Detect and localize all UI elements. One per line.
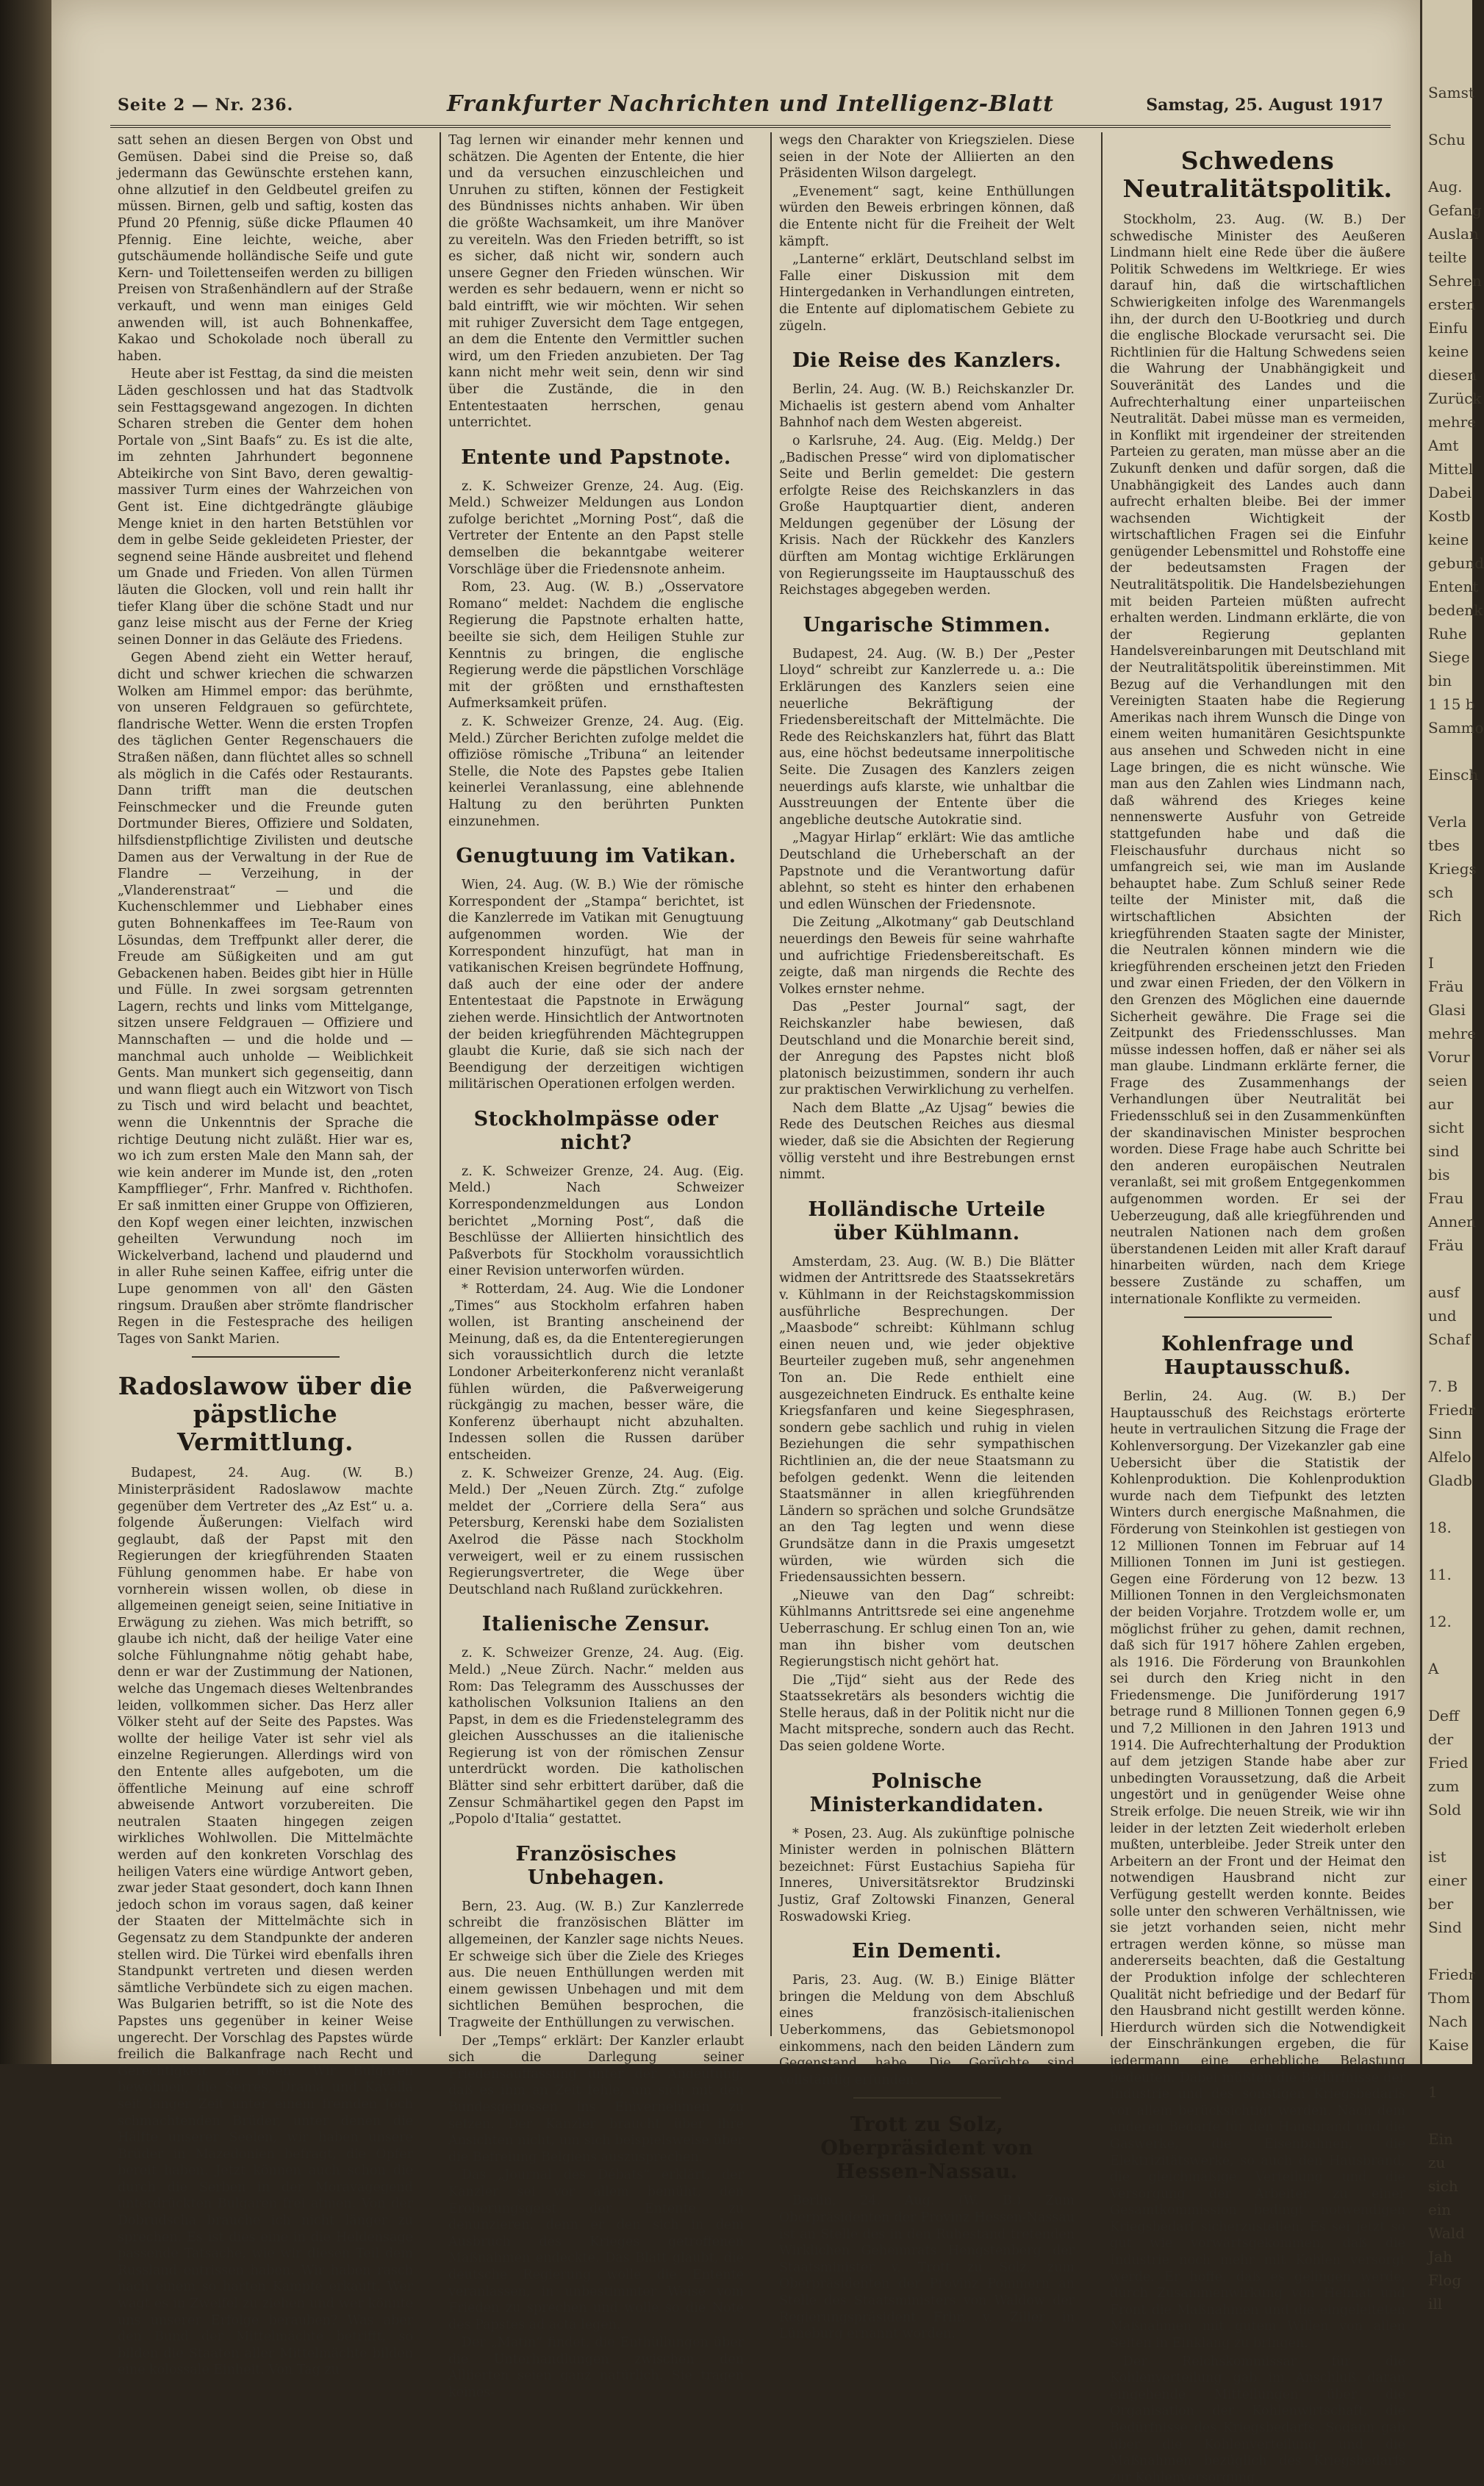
article-paragraph: z. K. Schweizer Grenze, 24. Aug. (Eig. Meld.) Zürcher Berichten zufolge meldet die offiziöse römische „Tribuna“ an leitender Stelle, die Note des Papstes gebe Italien keinerlei Veranlassung, eine ablehnende Haltung zu den berührten Punkten einzunehmen. <box>448 714 744 829</box>
adjacent-page-line: zu <box>1428 2154 1446 2171</box>
article-paragraph: Nach dem Blatte „Az Ujsag“ bewies die Rede des Deutschen Reiches aus diesmal wieder, daß sie die Absichten der Regierung völlig versteht und ihre Bestrebungen ernst nimmt. <box>779 1100 1075 1183</box>
newspaper-page <box>51 0 1420 2485</box>
adjacent-page-line: Annen <box>1428 1213 1476 1231</box>
article-paragraph: * Posen, 23. Aug. Als zukünftige polnische Minister werden in polnischen Blättern bezeichnet: Fürst Eustachius Sapieha für Inneres, Universitätsrektor Brudzinski Justiz, Graf Zoltowski Finanzen, General Roswadowski Krieg. <box>779 1826 1075 1924</box>
adjacent-page-line: Fräu <box>1428 1236 1464 1254</box>
adjacent-page-line: ausf <box>1428 1283 1460 1301</box>
adjacent-page-line: Rich <box>1428 907 1462 925</box>
article-paragraph: z. K. Schweizer Grenze, 24. Aug. (Eig. Meld.) Schweizer Meldungen aus London zufolge berichtet „Morning Post“, daß die Vertreter der Entente an den Papst stelle demselben die bekanntgabe weiterer Vorschläge über die Friedensnote anheim. <box>448 479 744 577</box>
adjacent-page-line <box>1428 1257 1469 1280</box>
adjacent-page-line <box>1428 1939 1469 1963</box>
article-paragraph: Wien, 24. Aug. (W. B.) Wie der römische Korrespondent der „Stampa“ berichtet, ist die Kanzlerrede im Vatikan mit Genugtuung aufgenommen worden. Wie der Korrespondent hinzufügt, hat man in vatikanischen Kreisen begründete Hoffnung, daß auch der eine oder der andere Ententestaat die Papstnote in Erwägung ziehen werde. Hinsichtlich der Antwortnoten der beiden kriegführenden Mächtegruppen glaubt die Kurie, daß sie sich nach der Beendigung der derzeitigen wichtigen militärischen Operationen erfolgen werden. <box>448 878 744 1092</box>
adjacent-page-line: einer <box>1428 1871 1467 1889</box>
article-headline: Polnische Ministerkandidaten. <box>809 1769 1044 1816</box>
article-paragraph: Das „Pester Journal“ sagt, der Reichskanzler habe bewiesen, daß Deutschland und die Monarchie bereit sind, der Anregung des Papstes nicht bloß platonisch beizustimmen, sondern ihr auch zur praktischen Verwirklichung zu verhelfen. <box>779 1000 1075 1098</box>
article-headline: Italienische Zensur. <box>481 1613 711 1636</box>
article-headline: Ein Dementi. <box>852 1940 1002 1963</box>
adjacent-page-line: Sind <box>1428 1919 1462 1936</box>
adjacent-page-line <box>1428 1586 1469 1610</box>
article-headline: Die Reise des Kanzlers. <box>792 349 1062 373</box>
adjacent-page-line: mehre <box>1428 413 1477 431</box>
issue-date: Samstag, 25. August 1917 <box>1146 96 1383 115</box>
article-paragraph: Der Reichskommissar für die Kohlenverteilung gab im Anschluß daran eingehende Mitteilungen über die Organisation der Kohlenwirtschaft, die Bedürfnisse des Kriegsbedarfs. Sodann gab über die Kohlenverteilung und die Maßnahmen bezüglich des Kriegsbedarfs zur Kohlenversorgung. <box>1110 2354 1405 2485</box>
adjacent-page-line: bin <box>1428 672 1452 689</box>
adjacent-page-edge <box>1420 0 1484 2313</box>
adjacent-page-line: ber <box>1428 1895 1454 1913</box>
column-rule <box>770 132 772 2036</box>
adjacent-page-line <box>1428 1821 1469 1845</box>
adjacent-page-line <box>1428 1492 1469 1516</box>
adjacent-page-line: Dabei <box>1428 484 1472 501</box>
article-paragraph: Der „Temps“ erklärt: Der Kanzler erlaubt sich die Darlegung seiner Friedensauffassung unter der Andeutung, daß es ihm an Zeit fehle, um sich mit den Bundesgenossen ins Einvernehmen zu setzen. Der Kanzler braucht über ihre Ansichten nicht, um sich beispielsweise über die Befreiung Belgiens auszusprechen. <box>448 2033 744 2165</box>
adjacent-page-line: der <box>1428 1730 1454 1748</box>
adjacent-page-line: Schu <box>1428 131 1466 148</box>
adjacent-page-line: Kriegs <box>1428 860 1477 878</box>
article-headline: Entente und Papstnote. <box>461 445 731 469</box>
adjacent-page-line <box>1428 787 1469 810</box>
adjacent-page-line: 18. <box>1428 1519 1452 1536</box>
column-2 <box>448 132 744 2401</box>
adjacent-page-line: Sinn <box>1428 1425 1462 1442</box>
adjacent-page-line: Zurück <box>1428 390 1482 407</box>
adjacent-page-line: Schaf <box>1428 1330 1471 1348</box>
adjacent-page-line: und <box>1428 1307 1457 1325</box>
adjacent-page-line: A <box>1428 1660 1439 1677</box>
article-paragraph: z. K. Schweizer Grenze, 24. Aug. (Eig. Meld.) Der „Neuen Zürch. Ztg.“ zufolge meldet der „Corriere della Sera“ aus Petersburg, Kerenski habe dem Sozialisten Axelrod die Pässe nach Stockholm verweigert, weil er zu einem russischen Regierungsvertreter, die Wege über Deutschland nach Rußland zurückkehren. <box>448 1466 744 1597</box>
adjacent-page-line: Samst <box>1428 84 1474 101</box>
adjacent-page-line: Ein <box>1428 2130 1453 2148</box>
article-paragraph: Paris, 23. Aug. (W. B.) Einige Blätter bringen die Meldung von dem Abschluß eines französisch-italienischen Ueberkommens, das Gebietsmonopol einkommens, nach den beiden Ländern zum Gegenstand habe. Die Gerüchte sind vollständig erfunden. <box>779 1973 1075 2088</box>
article-paragraph: Berlin, 24. Aug. (W. B.) Zum Oberpräsidenten der Provinz Hessen-Nassau ist an Stelle des in den Ruhestand tretenden Wirklichen Geheimrats Hengstenberg der Staatsminister v. Trott zu Solz, zum Oberpräsidenten der Provinz Pommern an Stelle des Staatsministers von Waldow der Regierungspräsident Frhr. v. Ziller in Lüneburg ernannt worden. <box>779 2193 1075 2342</box>
adjacent-page-line <box>1428 104 1469 128</box>
adjacent-page-line: teilte <box>1428 248 1467 266</box>
adjacent-page-line: Einfu <box>1428 319 1469 337</box>
adjacent-page-line: Alfelo <box>1428 1448 1472 1466</box>
adjacent-page-line: 1 15 b <box>1428 695 1475 713</box>
article-paragraph: Stockholm, 23. Aug. (W. B.) Der schwedische Minister des Aeußeren Lindmann hielt eine Rede über die äußere Politik Schwedens im Weltkriege. Er wies darauf hin, daß die wirtschaftlichen Schwierigkeiten infolge des Warenmangels ihn, der durch den U-Bootkrieg und durch die englische Blockade verursacht sei. Die Richtlinien für die Haltung Schwedens seien die Wahrung der Unabhängigkeit und Souveränität des Landes und die Aufrechterhaltung einer unparteiischen Neutralität. Dabei müsse man es vermeiden, in Konflikt mit irgendeiner der streitenden Parteien zu geraten, man müsse aber an die Zukunft denken und dafür sorgen, daß die Unabhängigkeit des Landes auch dann aufrecht erhalten bleibe. Bei der immer wachsenden Wichtigkeit der wirtschaftlichen Fragen sei die Einfuhr genügender Lebensmittel und Rohstoffe eine der bedeutsamsten Fragen der Neutralitätspolitik. Die Handelsbeziehungen mit beiden Parteien müßten aufrecht erhalten werden. Lindmann erklärte, die von der Regierung geplanten Handelsvereinbarungen mit Deutschland mit der Neutralitätspolitik übereinstimmen. Mit Bezug auf die Verhandlungen mit den Vereinigten Staaten habe die Regierung Amerikas nach ihrem Wunsch die Dinge von einem weiten humanitären Gesichtspunkte aus ansehen und Schweden nicht in eine Lage bringen, die es nicht wünsche. Wie man aus den Zahlen wies Lindmann nach, daß während des Krieges keine nennenswerte Ausfuhr von Getreide stattgefunden habe und daß die Fleischausfuhr durchaus nicht so umfangreich sei, wie man im Auslande behauptet habe. Zum Schluß seiner Rede teilte der Minister mit, daß die wirtschaftlichen Absichten der kriegführenden Staaten sagte der Minister, die Neutralen können mindern wie die kriegführenden erscheinen jetzt den Frieden und zwar einen Frieden, der den Völkern in den Grenzen des Möglichen eine dauernde Sicherheit gewähre. Die Frage sei die Zeitpunkt des Friedensschlusses. Man müsse indessen hoffen, daß er näher sei als man glaube. Lindmann erklärte ferner, die Frage des Zusammenhangs der Verhandlungen über Neutralität bei Friedensschluß sei in den Zusammenkünften der skandinavischen Minister besprochen worden. Diese Frage habe auch Schritte bei den anderen europäischen Neutralen veranlaßt, sei mit großem Entgegenkommen aufgenommen worden. Er sei der Ueberzeugung, daß alle kriegführenden und neutralen Nationen nach dem großen überstandenen Leiden mit aller Kraft darauf hinarbeiten würden, nach dem Kriege bessere Zustände zu schaffen, um internationale Konflikte zu vermeiden. <box>1110 212 1405 1307</box>
adjacent-page-line: Entent <box>1428 578 1479 595</box>
book-binding <box>0 0 51 2064</box>
article-paragraph: satt sehen an diesen Bergen von Obst und Gemüsen. Dabei sind die Preise so, daß jedermann das Gewünschte erstehen kann, ohne allzutief in den Geldbeutel greifen zu müssen. Birnen, gelb und saftig, kosten das Pfund 20 Pfennig, süße dicke Pflaumen 40 Pfennig. Eine leichte, weiche, aber gutschäumende holländische Seife und gute Kern- und Toilettenseifen werden zu billigen Preisen von Straßenhändlern auf der Straße verkauft, und wenn man einiges Geld anwenden will, ist auch Bohnenkaffee, Kakao und Schokolade noch überall zu haben. <box>118 133 413 364</box>
adjacent-page-line: I <box>1428 954 1434 972</box>
adjacent-page-line: Kostb <box>1428 507 1471 525</box>
article-paragraph: Die Zeitung „Alkotmany“ gab Deutschland neuerdings den Beweis für seine wahrhafte und aufrichtige Friedensbereitschaft. Es zeigte, daß man nirgends die Rechte des Volkes ernster nehme. <box>779 915 1075 997</box>
adjacent-page-line <box>1428 151 1469 175</box>
article-separator <box>192 1356 340 1358</box>
adjacent-page-line: Aug. <box>1428 178 1463 196</box>
adjacent-page-line: Vorur <box>1428 1048 1470 1066</box>
adjacent-page-line: Flog <box>1428 2271 1462 2289</box>
adjacent-page-line: 12. <box>1428 1613 1452 1630</box>
newspaper-title: Frankfurter Nachrichten und Intelligenz-Blatt <box>446 91 1055 117</box>
adjacent-page-line: Fried <box>1428 1754 1469 1772</box>
article-paragraph: „Nieuwe van den Dag“ schreibt: Kühlmanns Antrittsrede sei eine angenehme Ueberraschung. Er schlug einen Ton an, wie man ihn bisher vom deutschen Regierungstisch nicht gehört hat. <box>779 1588 1075 1670</box>
article-headline: Stockholmpässe oder nicht? <box>473 1107 719 1154</box>
adjacent-page-line: Kaise <box>1428 2036 1469 2054</box>
adjacent-page-line: Gefang <box>1428 201 1482 219</box>
article-paragraph: „Magyar Hirlap“ erklärt: Wie das amtliche Deutschland die Urheberschaft an der Papstnote und die Verantwortung dafür ablehnt, so steht es hinter den erhabenen und edlen Wünschen der Friedensnote. <box>779 831 1075 912</box>
adjacent-page-line: ein <box>1428 2201 1452 2218</box>
adjacent-page-line: Friedr <box>1428 1966 1476 1983</box>
article-paragraph: „Evenement“ sagt, keine Enthüllungen würden den Beweis erbringen können, daß die Entente nicht für die Freiheit der Welt kämpft. <box>779 184 1075 249</box>
adjacent-page-line: Sold <box>1428 1801 1461 1819</box>
adjacent-page-line: Wald <box>1428 2224 1465 2242</box>
columns-container <box>118 132 1411 2485</box>
adjacent-page-line <box>1428 739 1469 763</box>
adjacent-page-line: keine <box>1428 343 1469 360</box>
article-paragraph: z. K. Schweizer Grenze, 24. Aug. (Eig. Meld.) Nach Schweizer Korrespondenzmeldungen aus London berichtet „Morning Post“, daß die Beschlüsse der Alliierten hinsichtlich des Paßverbots für Stockholm voraussichtlich einer Revision unterworfen würden. <box>448 1164 744 1279</box>
article-paragraph: Bern, 23. Aug. (W. B.) Zur Kanzlerrede schreibt die französischen Blätter im allgemeinen, der Kanzler sage nichts Neues. Er schweige sich über die Ziele des Krieges aus. Die neuen Enthüllungen werden mit einem gewissen Unbehagen und mit dem sichtlichen Bemühen besprochen, die Tragweite der Enthüllungen zu verwischen. <box>448 1899 744 2030</box>
adjacent-page-line: sind <box>1428 1142 1460 1160</box>
adjacent-page-line: bis <box>1428 1166 1450 1183</box>
adjacent-page-line <box>1428 1539 1469 1563</box>
article-paragraph: wegs den Charakter von Kriegszielen. Diese seien in der Note der Alliierten an den Präsidenten Wilson dargelegt. <box>779 133 1075 182</box>
article-paragraph: Das „Journal des Débats“ erklärt, der Kanzler sei vor allem bemüht, den Eroberungsgeist der Entente zu denunzieren, denn er den sich in dem Ausbruch des Krieges getroffenen Maßnahmen endeckte. Das Blatt glaubt, die deutsche Regierung wolle die Entente veranlassen, in unbestimmter Weise vom Frieden zu sprechen und wolle so die Note des Papstes ad acta legen. <box>448 2168 744 2332</box>
adjacent-page-line <box>1428 1351 1469 1375</box>
adjacent-page-line <box>1428 2057 1469 2080</box>
article-headline: Kohlenfrage und Hauptausschuß. <box>1161 1333 1354 1380</box>
column-4 <box>1110 132 1405 2485</box>
adjacent-page-line: tbes <box>1428 837 1460 854</box>
adjacent-page-line: sch <box>1428 884 1454 901</box>
adjacent-page-line: 11. <box>1428 1566 1452 1583</box>
adjacent-page-line: Gladb <box>1428 1472 1472 1489</box>
adjacent-page-line <box>1428 1680 1469 1704</box>
adjacent-page-line: ersten <box>1428 295 1476 313</box>
article-paragraph: Tag lernen wir einander mehr kennen und schätzen. Die Agenten der Entente, die hier und da versuchen einzuschleichen und Unruhen zu stiften, können der Festigkeit des Bündnisses nichts anhaben. Wir üben die größte Wachsamkeit, um ihre Manöver zu vereiteln. Was den Frieden betrifft, so ist es sicher, daß nicht wir, sondern auch unsere Gegner den Frieden wünschen. Wir werden es sehr bedauern, wenn er nicht so bald eintrifft, wie wir möchten. Wir sehen mit ruhiger Zuversicht dem Tage entgegen, an dem die Entente den Vermittler suchen wird, um den Frieden anzubieten. Der Tag kann nicht mehr weit sein, denn wir sind über die Zustände, die in den Ententestaaten herrschen, genau unterrichtet. <box>448 133 744 431</box>
column-1 <box>118 132 413 2378</box>
adjacent-page-line: Deff <box>1428 1707 1460 1724</box>
article-headline: Ungarische Stimmen. <box>803 613 1051 637</box>
article-headline: Genugtuung im Vatikan. <box>456 845 736 868</box>
adjacent-page-line: zum <box>1428 1777 1460 1795</box>
column-rule <box>440 132 441 2036</box>
adjacent-page-line <box>1428 1633 1469 1657</box>
adjacent-page-line: ill <box>1428 2295 1443 2313</box>
adjacent-page-line: 7. B <box>1428 1378 1458 1395</box>
adjacent-page-line: Thom <box>1428 1989 1471 2007</box>
article-headline: Schwedens Neutralitätspolitik. <box>1122 146 1393 203</box>
article-paragraph: Die „Tijd“ sieht aus der Rede des Staatssekretärs als besonders wichtig die Stelle heraus, daß in der Politik nicht nur die Macht mitspreche, sondern auch das Recht. Das seien goldene Worte. <box>779 1672 1075 1755</box>
article-paragraph: Berlin, 24. Aug. (W. B.) Der Hauptausschuß des Reichstags erörterte heute in vertraulichen Sitzung die Frage der Kohlenversorgung. Der Vizekanzler gab eine Uebersicht über die Statistik der Kohlenproduktion. Die Kohlenproduktion wurde nach dem Tiefpunkt des letzten Winters durch energische Maßnahmen, die Förderung von Steinkohlen ist gestiegen von 12 Millionen Tonnen im Februar auf 14 Millionen Tonnen im Juni ist gestiegen. Gegen eine Förderung von 12 bezw. 13 Millionen Tonnen in den Vergleichsmonaten der beiden Vorjahre. Trotzdem wolle er, um möglichst früher zu gehen, damit rechnen, daß sich für 1917 höhere Zahlen ergeben, als 1916. Die Förderung von Braunkohlen sei durch den Krieg nicht in den Friedensmenge. Die Juniförderung 1917 betrage rund 8 Millionen Tonnen gegen 6,9 und 7,2 Millionen in den Jahren 1913 und 1914. Die Aufrechterhaltung der Produktion auf dem jetzigen Stande habe aber zur unbedingten Voraussetzung, daß die Arbeit ungestört und in genügender Weise ohne Streik erfolge. Die neuen Streik, wie wir ihn leider in der letzten Zeit wiederholt erleben mußten, unterbleibe. Jeder Streik unter den Arbeitern an der Front und der Heimat den notwendigen Hausbrand nicht zur Verfügung gestellt werden konnte. Beides solle unter den schweren Verhältnissen, wie sie jetzt vorhanden seien, nicht mehr ertragen werden könne, so müsse man andererseits beachten, daß die Gestaltung der Produktion infolge der schlechteren Qualität nicht befriedige und der Bedarf für den Hausbrand nicht gestillt werden könne. Hierdurch würden sich die Notwendigkeit der Einschränkungen ergeben, die für jedermann eine erhebliche Belastung bedeuten. Dabei müßten die Bedürfnisse der Industrie und des sonstigen Kriegsbedarfs vor allem berücksichtigt werden. Nach dem anderen Bedarfe für den Hausbrand und die Gaswerke, die Eisenbahnen, die Elektrizitätswerke, so auch den Hausbrand, die gleichmäßige Verteilung und die Versorgung der Arbeiter zu einer Gesamtkommission bedingt notwendigen Kriegsbedarf sicherzustellen. Es sei jetzt so gut wie vorwärtsgekommen, daß die Industrie noch mehr mit Kohlen versorgt werde. Er hoffe, daß es gelingen werde, durch Zusammenwirkung von Heimat und Front die Maßnahmen und die eingeleiteten Maßnahmen mit gutem Willen von allen Seiten in Einklang zu bringen. <box>1110 1389 1405 2351</box>
adjacent-page-line: sicht <box>1428 1119 1464 1136</box>
article-paragraph: Berlin, 24. Aug. (W. B.) Reichskanzler Dr. Michaelis ist gestern abend vom Anhalter Bahnhof nach dem Westen abgereist. <box>779 382 1075 431</box>
article-separator <box>853 2097 1001 2099</box>
adjacent-page-line: Fräu <box>1428 978 1464 995</box>
adjacent-page-line: Auslan <box>1428 225 1479 243</box>
page-number: Seite 2 — Nr. 236. <box>118 96 294 115</box>
article-paragraph: Gegen Abend zieht ein Wetter herauf, dicht und schwer kriechen die schwarzen Wolken am Himmel empor: das berühmte, von unseren Feldgrauen so gefürchtete, flandrische Wetter. Wenn die ersten Tropfen des täglichen Genter Regenschauers die Straßen näßen, dann flüchtet alles so schnell als möglich in die Cafés oder Restaurants. Dann trifft man die deutschen Feinschmecker und die Freunde guten Dortmunder Bieres, Offiziere und Soldaten, hilfsdienstpflichtige Zivilisten und deutsche Damen aus der Verwaltung in der Rue de Flandre — Verzeihung, in der „Vlanderenstraat“ — und die Kuchenschlemmer und Liebhaber eines guten Bohnenkaffees im Tee-Raum von Lösundas, dem Treffpunkt aller derer, die Freude am Süßigkeiten und am gut Gebackenen haben. Beides gibt hier in Hülle und Fülle. In zwei sorgsam getrennten Lagern, rechts und links vom Mittelgange, sitzen unsere Feldgrauen — Offiziere und Mannschaften — und die holde und — manchmal auch unholde — Weiblichkeit Gents. Man munkert sich gegenseitig, dann und wann fliegt auch ein Witzwort von Tisch zu Tisch und wird belacht und beachtet, wenn die Unkenntnis der Sprache die richtige Deutung nicht zuläßt. Hier war es, wo ich zum ersten Male den Mann sah, der wie kein anderer im Munde ist, den „roten Kampfflieger“, Frhr. Manfred v. Richthofen. Er saß inmitten einer Gruppe von Offizieren, den Kopf wegen einer leichten, inzwischen geheilten Verwundung noch im Wickelverband, lachend und plaudernd und in aller Ruhe seinen Kaffee, eifrig unter die Lupe genommen von all' den Gästen ringsum. Draußen aber strömte flandrischer Regen in die Festesprache des heiligen Tages von Sankt Marien. <box>118 651 413 1347</box>
adjacent-page-line: Siege <box>1428 648 1470 666</box>
article-paragraph: Budapest, 24. Aug. (W. B.) Ministerpräsident Radoslawow machte gegenüber dem Vertreter des „Az Est“ u. a. folgende Äußerungen: Vielfach wird geglaubt, daß der Papst mit den Regierungen der kriegführenden Staaten Fühlung genommen habe. Er habe von vornherein wissen wollen, ob diese in allgemeinen geneigt seien, seine Initiative in Erwägung zu ziehen. Was mich betrifft, so glaube ich nicht, daß der heilige Vater eine solche Fühlungnahme nötig gehabt habe, denn er war der Zustimmung der Nationen, welche das Ungemach dieses Weltenbrandes leiden, vollkommen sicher. Das Herz aller Völker steht auf der Seite des Papstes. Was wollte der heilige Vater ist sehr viel als einzelne Regierungen. Allerdings wird von den Entente alles aufgeboten, um die öffentliche Meinung auf eine schroff abweisende Antwort vorzubereiten. Die neutralen Staaten hingegen zeigen wirkliches Wohlwollen. Die Mittelmächte werden auf den konkreten Vorschlag des heiligen Vaters eine würdige Antwort geben, zwar jeder Staat gesondert, doch kann Ihnen jedoch schon im voraus sagen, daß keiner der Staaten der Mittelmächte sich in Gegensatz zu dem Standpunkte der anderen stellen wird. Die Türkei wird ebenfalls ihren Standpunkt vertreten und diesen werden sämtliche Verbündete sich zu eigen machen. Was Bulgarien betrifft, so ist die Note des Papstes uns gegenüber in keiner Weise ungerecht. Der Vorschlag des Papstes würde freilich die Balkanfrage nach Recht und Gerechtigkeit zu lösen. Wir Bulgaren bewohnen, die Serres, Drama und Kavalla seit langer Zeit unter einem fremden Joch schmachtenden Brüder, unter denen die Hälfte unserer Seelen, wir haben unsere Brüder in Mazedonien befragt, die Opfer bereit haben. Jetzt können auch schon die durch die Serben in der Moravagegend unterdrückten Bulgaren frei atmen. Von der Dobrudscha brauche ich nicht länger zu sprechen. Es ist dies eine in die Heldensage passende Tatsache, wie wir diesen Teil dem Russland entrissen haben. Wir haben rasch nach einem so harten Kampfe erkauft. Wer wagt es in Zweifel zu ziehen und wer könnte uns unserer Erfolge berauben? Was aber den Bund der Mittelmächte betrifft, so bilden die Staaten aller Mittelmächte bilden eine kolossale Einheit. Von Tag zu <box>118 1466 413 2378</box>
article-headline: Französisches Unbehagen. <box>515 1842 677 1889</box>
column-rule <box>1101 132 1103 2036</box>
article-paragraph: z. K. Schweizer Grenze, 24. Aug. (Eig. Meld.) „Neue Zürch. Nachr.“ melden aus Rom: Das Telegramm des Ausschusses der katholischen Volksunion Italiens an den Papst, in dem es die Friedenstelegramm des gleichen Ausschusses an die italienische Regierung ist von der römischen Zensur unterdrückt worden. Die katholischen Blätter sind sehr erbittert darüber, daß die Zensur Schmähartikel gegen den Papst im „Popolo d'Italia“ gestattet. <box>448 1646 744 1827</box>
adjacent-page-line: mehre <box>1428 1025 1477 1042</box>
article-paragraph: * Rotterdam, 24. Aug. Wie die Londoner „Times“ aus Stockholm erfahren haben wollen, ist Branting anscheinend der Meinung, daß es, da die Ententeregierungen sich voraussichtlich durch die letzte Londoner Arbeiterkonferenz nicht veranlaßt fühlen würden, die Paßverweigerung rückgängig zu machen, besser wäre, die Konferenz überhaupt nicht abzuhalten. Indessen sollen die Russen darüber entscheiden. <box>448 1282 744 1463</box>
adjacent-page-line: Mittel <box>1428 460 1474 478</box>
article-headline: Holländische Urteile über Kühlmann. <box>808 1197 1046 1244</box>
article-headline: Trott zu Solz, Oberpräsident von Hessen-Nassau. <box>820 2113 1033 2184</box>
adjacent-page-line: Sammo <box>1428 719 1484 737</box>
adjacent-page-line: Sehren <box>1428 272 1482 290</box>
column-3 <box>779 132 1075 2342</box>
article-paragraph: Heute aber ist Festtag, da sind die meisten Läden geschlossen und hat das Stadtvolk sein Festtagsgewand angezogen. In dichten Scharen streben die Genter dem hohen Portale von „Sint Baafs“ zu. Es ist die alte, im zehnten Jahrhundert begonnene Abteikirche von Sint Bavo, deren gewaltig-massiver Turm eines der Wahrzeichen von Gent ist. Eine dichtgedrängte gläubige Menge kniet in den harten Betstühlen vor dem in gelbe Seide gekleideten Priester, der segnend seine Hände ausbreitet und flehend um Gnade und Frieden. Von allen Türmen läuten die Glocken, voll und rein hallt ihr tiefer Klang über die schöne Stadt und nur ganz leise mischt aus der Ferne der Krieg seinen Donner in das Geläute des Friedens. <box>118 367 413 648</box>
adjacent-page-line: Verla <box>1428 813 1467 831</box>
adjacent-page-line: sich <box>1428 2177 1458 2195</box>
adjacent-page-line: Einsch <box>1428 766 1479 784</box>
adjacent-page-line: diesen <box>1428 366 1477 384</box>
article-paragraph: Budapest, 24. Aug. (W. B.) Der „Pester Lloyd“ schreibt zur Kanzlerrede u. a.: Die Erklärungen des Kanzlers seien eine neuerliche Bekräftigung der Friedensbereitschaft der Mittelmächte. Die Rede des Reichskanzlers hat, führt das Blatt aus, eine höchst bedeutsame innerpolitische Seite. Die Zusagen des Kanzlers zeigen neuerdings aufs klarste, wie unhaltbar die Ausstreuungen der Entente über die angebliche deutsche Autokratie sind. <box>779 646 1075 828</box>
article-paragraph: Der „Matin“ findet, die Enthüllungen über die Unterhandlungen zwischen den Alliierten seien ganz natürlich. Sie tragen keines- <box>448 2335 744 2401</box>
adjacent-page-line: Nach <box>1428 2013 1468 2030</box>
adjacent-page-text <box>1422 0 1484 2315</box>
adjacent-page-line: Friedr <box>1428 1401 1476 1419</box>
adjacent-page-line <box>1428 2104 1469 2127</box>
adjacent-page-line: 1 <box>1428 2083 1438 2101</box>
adjacent-page-line: gebund <box>1428 554 1484 572</box>
adjacent-page-line: seien <box>1428 1072 1468 1089</box>
adjacent-page-line: Frau <box>1428 1189 1464 1207</box>
article-headline: Radoslawow über die päpstliche Vermittlung. <box>118 1372 413 1457</box>
adjacent-page-line: Jah <box>1428 2248 1452 2265</box>
adjacent-page-line <box>1428 928 1469 951</box>
adjacent-page-line: keine <box>1428 531 1469 548</box>
article-paragraph: Rom, 23. Aug. (W. B.) „Osservatore Romano“ meldet: Nachdem die englische Regierung die Papstnote erhalten hatte, beeilte sie sich, dem Heiligen Stuhle zur Kenntnis zu bringen, die englische Regierung werde die päpstlichen Vorschläge mit der größten und ernsthaftesten Aufmerksamkeit prüfen. <box>448 580 744 712</box>
masthead <box>110 87 1391 128</box>
article-separator <box>1184 1317 1332 1318</box>
article-paragraph: Amsterdam, 23. Aug. (W. B.) Die Blätter widmen der Antrittsrede des Staatssekretärs v. Kühlmann in der Reichstagskommission ausführliche Besprechungen. Der „Maasbode“ schreibt: Kühlmann schlug einen neuen und, wie jeder objektive Beurteiler zugeben muß, sehr angenehmen Ton an. Die Rede enthielt eine ausgezeichneten Eindruck. Es enthalte keine Kriegsfanfaren und keine Siegesphrasen, sondern gebe sachlich und ruhig in vielen Beziehungen die sehr sympathischen Richtlinien an, die der neue Staatsmann zu befolgen gedenkt. Wenn die leitenden Staatsmänner in allen kriegführenden Ländern so sprächen und solche Grundsätze an den Tag legten und wenn diese Grundsätze dann in die Praxis umgesetzt würden, wie würden sich die Friedensaussichten bessern. <box>779 1254 1075 1586</box>
article-paragraph: „Lanterne“ erklärt, Deutschland selbst im Falle einer Diskussion mit dem Hintergedanken in Verhandlungen eintreten, die Entente auf diplomatischem Gebiete zu zügeln. <box>779 252 1075 334</box>
adjacent-page-line: aur <box>1428 1095 1454 1113</box>
article-paragraph: o Karlsruhe, 24. Aug. (Eig. Meldg.) Der „Badischen Presse“ wird von diplomatischer Seite und Berlin gemeldet: Die gestern erfolgte Reise des Reichskanzlers in das Große Hauptquartier dient, anderen Meldungen gegenüber der Lösung der Krisis. Nach der Rückkehr des Kanzlers dürften am Montag wichtige Erklärungen von Regierungsseite im Hauptausschuß des Reichstages abgegeben werden. <box>779 433 1075 598</box>
adjacent-page-line: Ruhe <box>1428 625 1467 642</box>
adjacent-page-line: bedenk <box>1428 601 1483 619</box>
adjacent-page-line: ist <box>1428 1848 1447 1866</box>
adjacent-page-line: Glasi <box>1428 1001 1466 1019</box>
adjacent-page-line: Amt <box>1428 437 1459 454</box>
